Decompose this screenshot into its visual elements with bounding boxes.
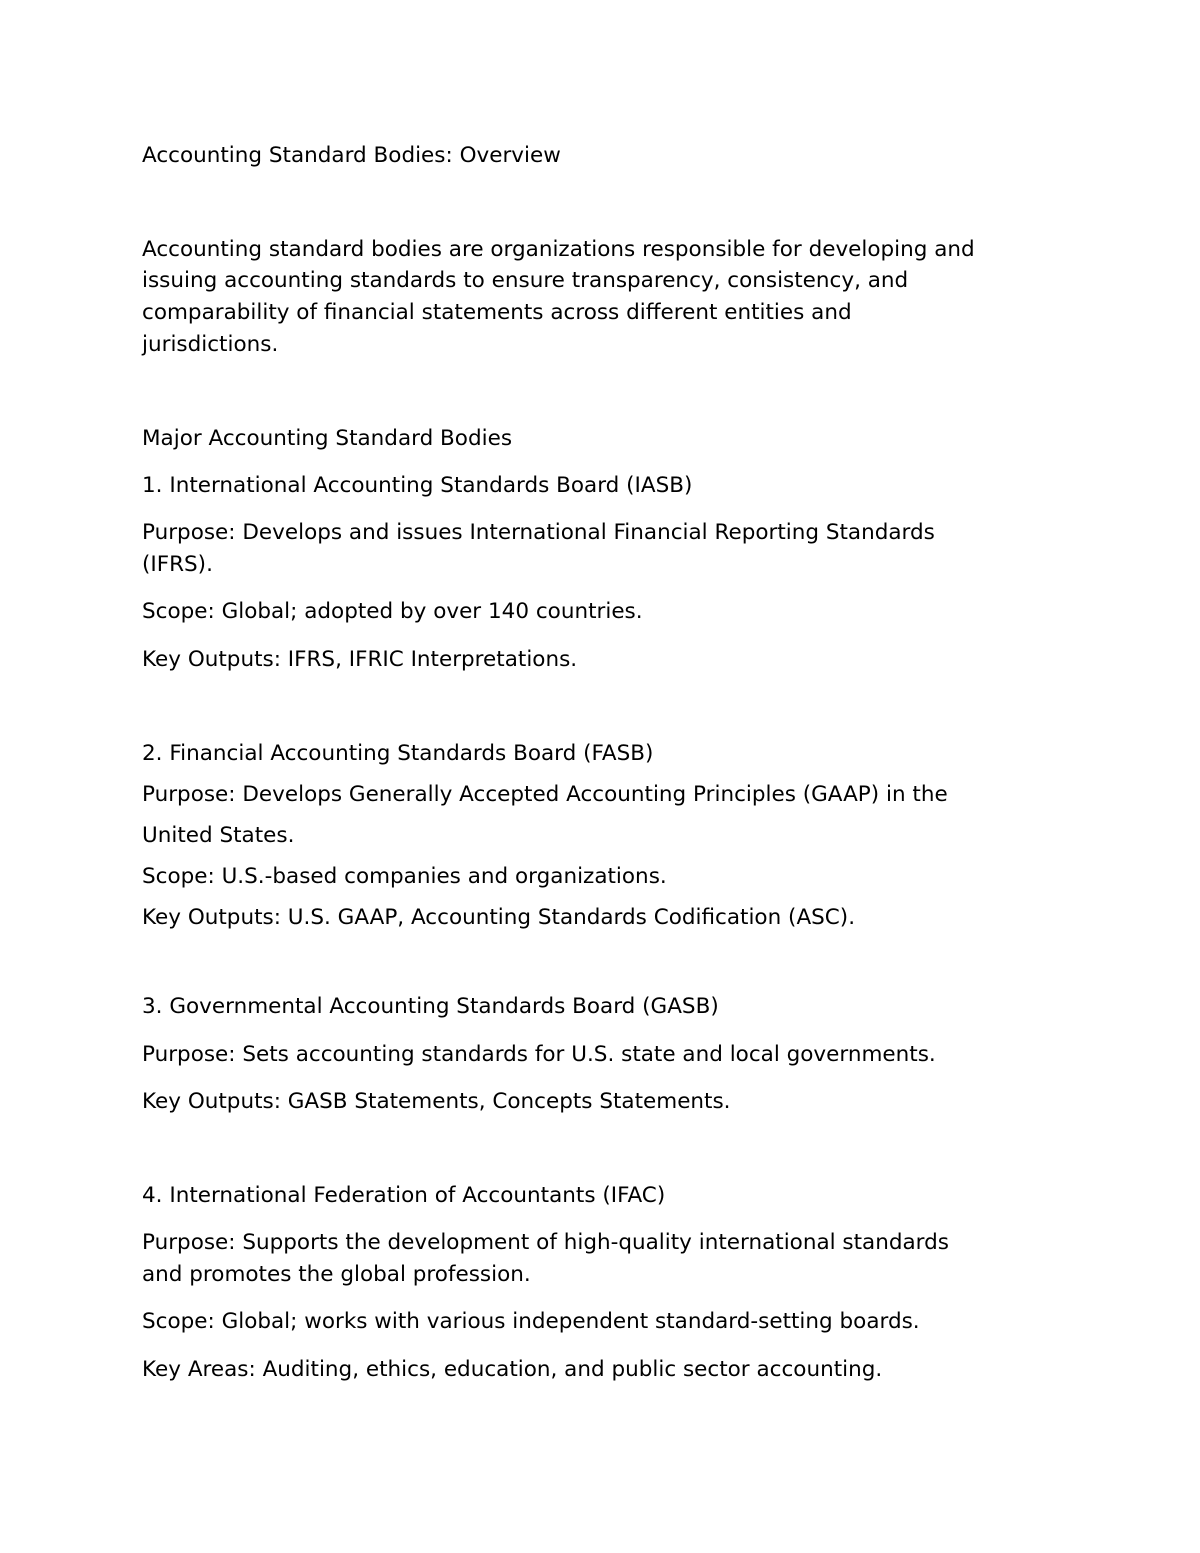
body-3-heading: 3. Governmental Accounting Standards Board (GASB): [142, 994, 719, 1019]
intro-line-1: Accounting standard bodies are organizations responsible for developing and: [142, 237, 975, 262]
body-3-outputs: Key Outputs: GASB Statements, Concepts Statements.: [142, 1089, 731, 1114]
body-4-heading: 4. International Federation of Accountants (IFAC): [142, 1183, 666, 1208]
body-1-scope: Scope: Global; adopted by over 140 countries.: [142, 599, 643, 624]
body-2-scope: Scope: U.S.-based companies and organizations.: [142, 864, 667, 889]
body-3-purpose: Purpose: Sets accounting standards for U.S. state and local governments.: [142, 1042, 936, 1067]
body-4-areas: Key Areas: Auditing, ethics, education, and public sector accounting.: [142, 1357, 883, 1382]
body-2-heading: 2. Financial Accounting Standards Board (FASB): [142, 741, 654, 766]
intro-line-2: issuing accounting standards to ensure transparency, consistency, and: [142, 268, 909, 293]
body-2-purpose-line-1: Purpose: Develops Generally Accepted Accounting Principles (GAAP) in the: [142, 782, 948, 807]
intro-line-3: comparability of financial statements across different entities and: [142, 300, 852, 325]
body-4-purpose-line-2: and promotes the global profession.: [142, 1262, 531, 1287]
body-1-purpose-line-2: (IFRS).: [142, 552, 213, 577]
intro-line-4: jurisdictions.: [142, 332, 279, 357]
section-heading: Major Accounting Standard Bodies: [142, 426, 513, 451]
body-4-purpose-line-1: Purpose: Supports the development of high-quality international standards: [142, 1230, 949, 1255]
body-2-purpose-line-2: United States.: [142, 823, 295, 848]
body-1-heading: 1. International Accounting Standards Board (IASB): [142, 473, 693, 498]
body-1-outputs: Key Outputs: IFRS, IFRIC Interpretations.: [142, 647, 578, 672]
body-2-outputs: Key Outputs: U.S. GAAP, Accounting Standards Codification (ASC).: [142, 905, 856, 930]
document-title: Accounting Standard Bodies: Overview: [142, 143, 561, 168]
body-4-scope: Scope: Global; works with various independent standard-setting boards.: [142, 1309, 920, 1334]
body-1-purpose-line-1: Purpose: Develops and issues International Financial Reporting Standards: [142, 520, 935, 545]
